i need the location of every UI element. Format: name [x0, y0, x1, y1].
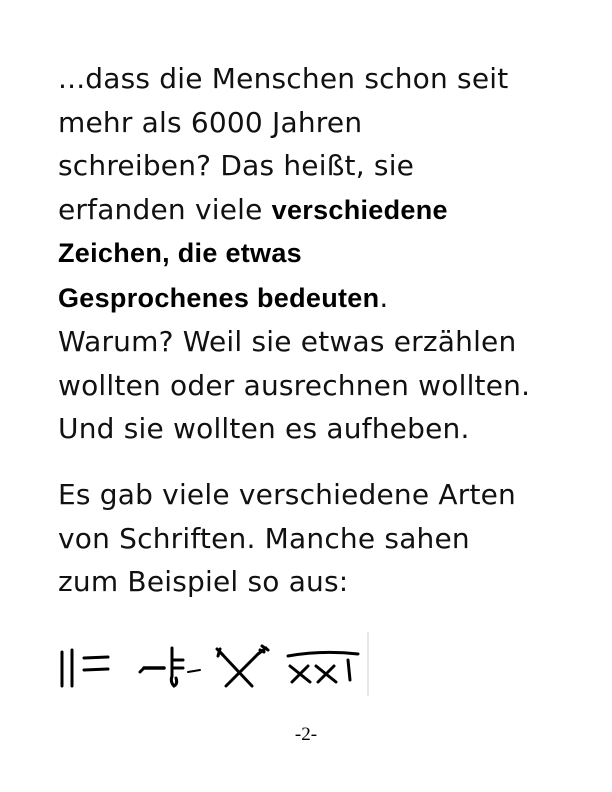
page-number: -2- — [294, 724, 318, 745]
ancient-script-glyphs-image — [52, 628, 372, 698]
bold-text: verschiedene — [271, 194, 448, 225]
glyph-tool-sign — [140, 648, 200, 686]
text-line: mehr als 6000 Jahren — [58, 105, 363, 139]
paragraph-types-of-scripts — [58, 473, 598, 604]
text-line: Und sie wollten es aufheben. — [58, 412, 470, 445]
glyph-crossed-branches — [217, 646, 268, 686]
text-fragment: erfanden viele — [58, 192, 272, 226]
text-line — [58, 276, 598, 321]
text-line: wollten oder ausrechnen wollten. — [58, 368, 531, 402]
text-line: schreiben? Das heißt, sie — [58, 149, 415, 182]
glyph-numerals-with-overline — [288, 652, 358, 682]
bold-text-line: Zeichen, die etwas — [58, 238, 302, 268]
text-line: ...dass die Menschen schon seit — [58, 62, 509, 95]
text-line: Es gab viele verschiedene Arten — [58, 478, 517, 511]
text-line: von Schriften. Manche sahen — [58, 521, 470, 555]
bold-text: Gesprochenes bedeuten — [58, 282, 380, 313]
paragraph-history-of-writing — [58, 57, 598, 451]
glyph-stroke-horizontal — [84, 669, 108, 670]
text-line — [58, 188, 598, 233]
text-line: zum Beispiel so aus: — [58, 565, 349, 598]
text-line: Warum? Weil sie etwas erzählen — [58, 325, 517, 358]
text-fragment: . — [379, 280, 389, 314]
glyph-stroke-horizontal — [84, 657, 108, 658]
